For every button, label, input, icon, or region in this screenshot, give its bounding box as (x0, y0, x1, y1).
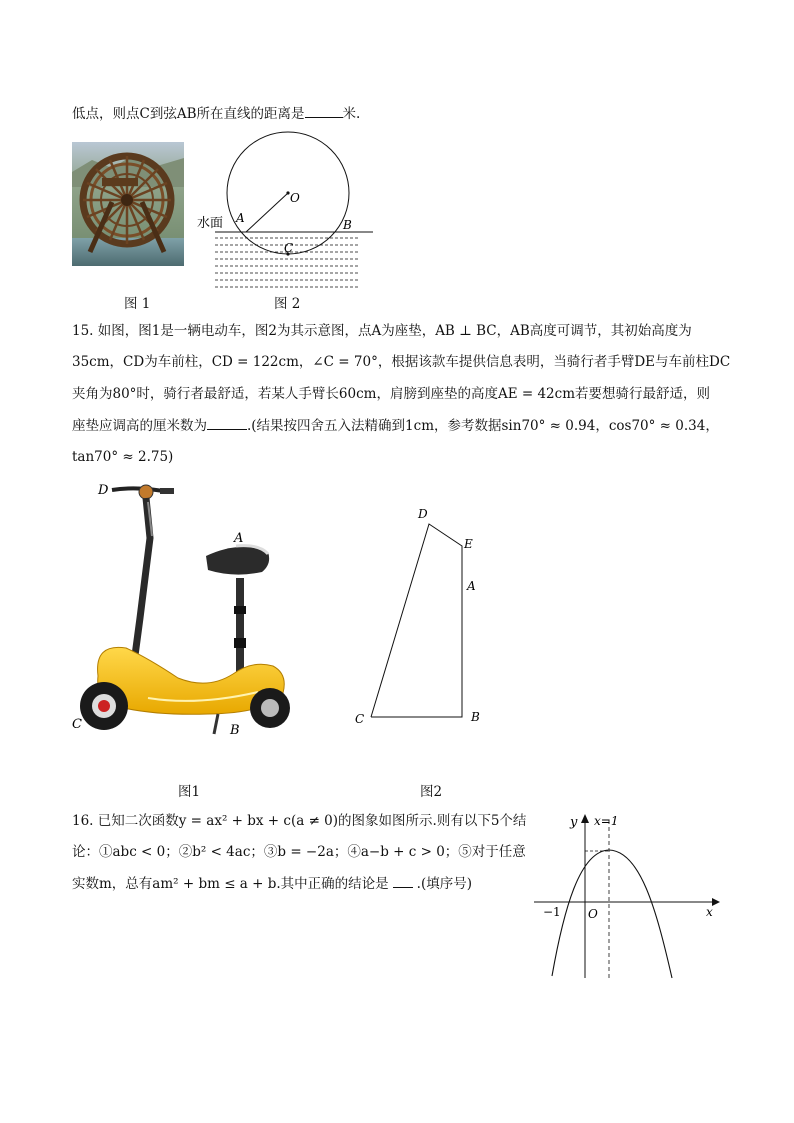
q14-fig2-caption: 图 2 (274, 296, 301, 312)
q15-line-2: 35cm，CD为车前柱，CD = 122cm，∠C = 70°，根据该款车提供信息表明，当骑行者手臂DE与车前柱DC (72, 354, 731, 370)
point-o-label: O (290, 191, 300, 205)
q14-answer-blank[interactable] (305, 103, 343, 118)
point-b-label: B (343, 218, 352, 232)
q15-answer-blank[interactable] (207, 415, 247, 430)
radius-oa (246, 193, 288, 232)
q15-line-4 (72, 415, 719, 436)
scooter-point-d-label: D (98, 483, 109, 498)
schematic-e-label: E (464, 537, 473, 551)
q14-circle-diagram (195, 125, 380, 295)
q15-fig2-caption: 图2 (420, 784, 443, 800)
q16-line-2: 论：①abc < 0；②b² < 4ac；③b = −2a；④a−b + c > 0；⑤对于任意 (72, 844, 526, 860)
q15-line-5: tan70° ≈ 2.75) (72, 449, 174, 465)
q16-line-1: 16. 已知二次函数y = ax² + bx + c(a ≠ 0)的图象如图所示.则有以下5个结 (72, 813, 527, 829)
origin-label: O (588, 907, 598, 921)
q15-fig1-caption: 图1 (178, 784, 201, 800)
schematic-c-label: C (355, 712, 365, 726)
parabola-curve (552, 850, 672, 978)
q15-line-1: 15. 如图，图1是一辆电动车，图2为其示意图，点A为座垫，AB ⊥ BC，AB高度可调节，其初始高度为 (72, 323, 692, 339)
parabola-graph (530, 808, 730, 983)
x-axis-label: x (706, 905, 713, 919)
q16-line-3 (72, 873, 472, 894)
scooter-point-a-label: A (234, 531, 244, 546)
scooter-photo (68, 478, 298, 743)
point-a-label: A (236, 211, 245, 225)
q16-answer-blank[interactable] (393, 873, 413, 888)
schematic-d-label: D (418, 507, 428, 521)
neg-one-label: −1 (543, 905, 561, 919)
q14-fig1-caption: 图 1 (124, 296, 151, 312)
water-label: 水面 (197, 216, 224, 231)
q15-line-3: 夹角为80°时，骑行者最舒适，若某人手臂长60cm，肩膀到座垫的高度AE = 42cm若要想骑行最舒适，则 (72, 386, 711, 402)
q16-line-3-b: .(填序号) (416, 876, 472, 892)
q14-tail-unit: 米. (342, 106, 361, 122)
symmetry-label: x=1 (594, 814, 619, 828)
scooter-schematic (350, 500, 490, 730)
q14-tail-line (72, 103, 360, 124)
water-wheel-photo (72, 142, 184, 266)
q14-tail-text: 低点，则点C到弦AB所在直线的距离是 (72, 106, 305, 122)
schematic-b-label: B (471, 710, 480, 724)
water-wheel-illustration (72, 142, 184, 266)
q16-line-3-a: 实数m，总有am² + bm ≤ a + b.其中正确的结论是 (72, 876, 389, 892)
y-axis-label: y (570, 815, 578, 830)
point-c-label: C (284, 241, 294, 255)
q15-line-4-b: .(结果按四舍五入法精确到1cm，参考数据sin70° ≈ 0.94，cos70° ≈ 0.34， (247, 418, 719, 434)
scooter-point-b-label: B (230, 723, 240, 738)
q15-line-4-a: 座垫应调高的厘米数为 (72, 418, 207, 434)
schematic-a-label: A (467, 579, 476, 593)
scooter-point-c-label: C (72, 717, 82, 732)
